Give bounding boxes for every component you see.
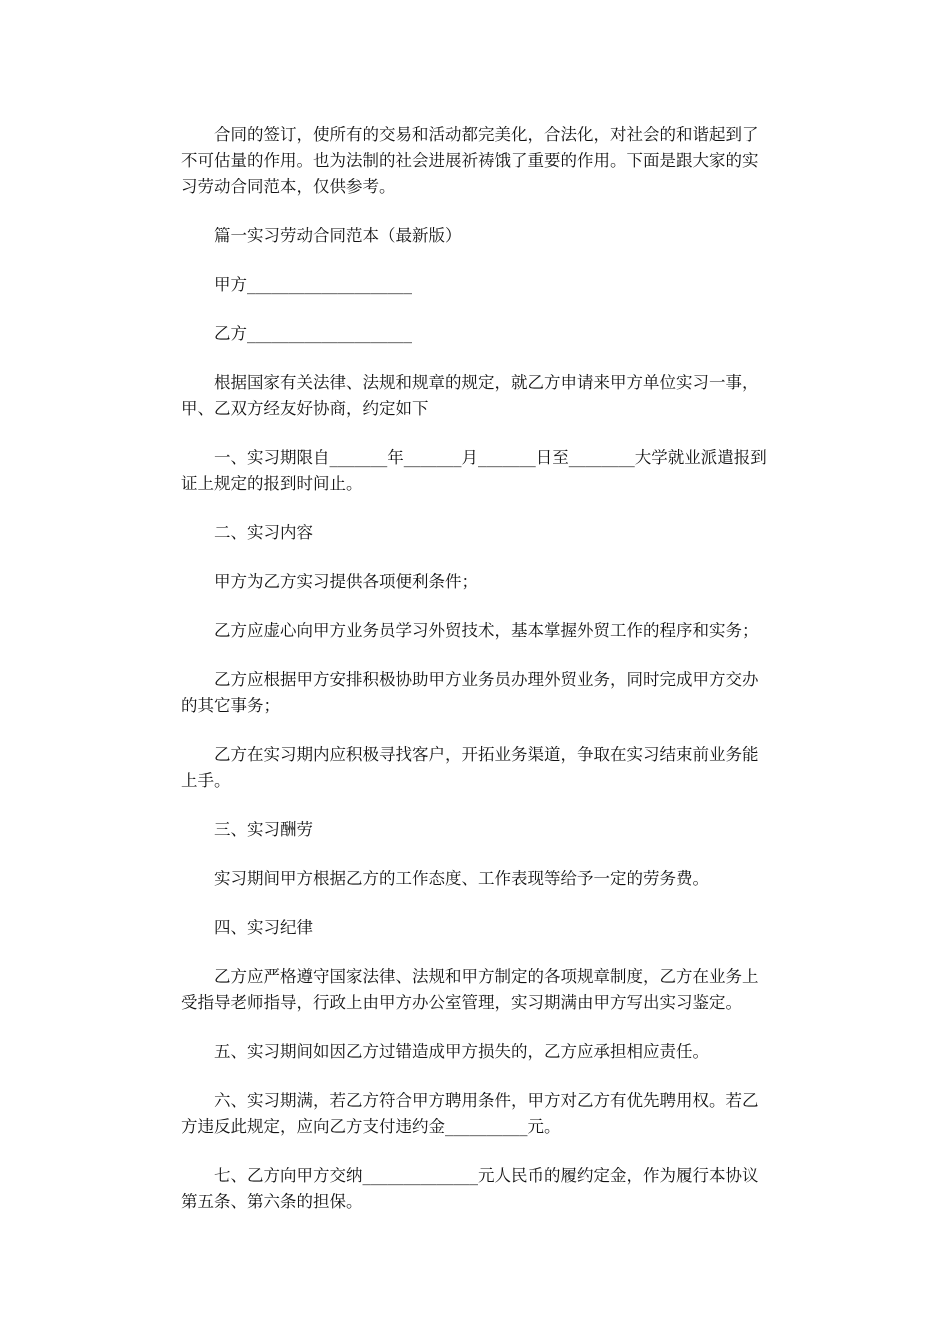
clause-2-item-2: 乙方应虚心向甲方业务员学习外贸技术，基本掌握外贸工作的程序和实务； <box>214 621 759 640</box>
clause-2-item-4: 乙方在实习期内应积极寻找客户，开拓业务渠道，争取在实习结束前业务能上手。 <box>181 745 759 790</box>
document-body <box>181 122 771 1238</box>
intro-paragraph: 合同的签订，使所有的交易和活动都完美化，合法化，对社会的和谐起到了不可估量的作用。也为法制的社会进展祈祷饿了重要的作用。下面是跟大家的实习劳动合同范本，仅供参考。 <box>181 125 759 196</box>
clause-6: 六、实习期满，若乙方符合甲方聘用条件，甲方对乙方有优先聘用权。若乙方违反此规定，应向乙方支付违约金__________元。 <box>181 1091 759 1136</box>
party-b-line: 乙方____________________ <box>214 324 412 343</box>
clause-7: 七、乙方向甲方交纳______________元人民币的履约定金，作为履行本协议第五条、第六条的担保。 <box>181 1166 759 1211</box>
clause-3-body: 实习期间甲方根据乙方的工作态度、工作表现等给予一定的劳务费。 <box>214 869 709 888</box>
preamble-paragraph: 根据国家有关法律、法规和规章的规定，就乙方申请来甲方单位实习一事，甲、乙双方经友好协商，约定如下 <box>181 373 759 418</box>
clause-5: 五、实习期间如因乙方过错造成甲方损失的，乙方应承担相应责任。 <box>214 1042 709 1061</box>
clause-2-heading: 二、实习内容 <box>214 523 313 542</box>
contract-title: 篇一实习劳动合同范本（最新版） <box>214 226 462 245</box>
clause-2-item-1: 甲方为乙方实习提供各项便利条件； <box>214 572 478 591</box>
clause-1-period: 一、实习期限自_______年_______月_______日至________大学就业派遣报到证上规定的报到时间止。 <box>181 448 767 493</box>
clause-2-item-3: 乙方应根据甲方安排积极协助甲方业务员办理外贸业务，同时完成甲方交办的其它事务； <box>181 670 759 715</box>
party-a-line: 甲方____________________ <box>214 275 412 294</box>
clause-3-heading: 三、实习酬劳 <box>214 820 313 839</box>
clause-4-body: 乙方应严格遵守国家法律、法规和甲方制定的各项规章制度，乙方在业务上受指导老师指导，行政上由甲方办公室管理，实习期满由甲方写出实习鉴定。 <box>181 967 759 1012</box>
clause-4-heading: 四、实习纪律 <box>214 918 313 937</box>
